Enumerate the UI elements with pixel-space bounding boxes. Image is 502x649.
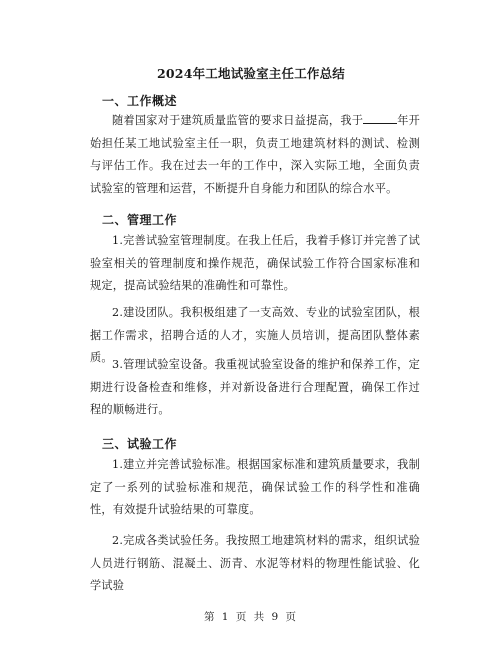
section-heading-testing: 三、试验工作	[102, 437, 178, 451]
paragraph-text-after-blank: 年开始担任某工地试验室主任一职，负责工地建筑材料的测试、检测与评估工作。我在过去一年的工作中，深入实际工地，全面负责试验室的管理和运营，不断提升自身能力和团队的综合水平。	[90, 114, 421, 195]
paragraph-overview	[90, 110, 420, 200]
paragraph-testing-2: 2.完成各类试验任务。我按照工地建筑材料的需求，组织试验人员进行钢筋、混凝土、沥青、水泥等材料的物理性能试验、化学试验	[90, 534, 420, 592]
paragraph-management-1: 1.完善试验室管理制度。在我上任后，我着手修订并完善了试验室相关的管理制度和操作规范，确保试验工作符合国家标准和规定，提高试验结果的准确性和可靠性。	[90, 234, 420, 292]
paragraph-testing-1: 1.建立并完善试验标准。根据国家标准和建筑质量要求，我制定了一系列的试验标准和规范，确保试验工作的科学性和准确性，有效提升试验结果的可靠度。	[90, 458, 420, 516]
document-title: 2024年工地试验室主任工作总结	[157, 66, 345, 81]
year-blank-field	[363, 112, 397, 124]
section-heading-overview: 一、工作概述	[102, 94, 178, 108]
paragraph-text-before-blank: 随着国家对于建筑质量监管的要求日益提高，我于	[112, 114, 364, 127]
page-number-footer: 第 1 页 共 9 页	[203, 611, 299, 623]
paragraph-management-3: 3.管理试验室设备。我重视试验室设备的维护和保养工作，定期进行设备检查和维修，并对新设备进行合理配置，确保工作过程的顺畅进行。	[90, 358, 420, 416]
section-heading-management: 二、管理工作	[102, 213, 178, 227]
paragraph-management-2: 2.建设团队。我积极组建了一支高效、专业的试验室团队，根据工作需求，招聘合适的人才，实施人员培训，提高团队整体素质。	[90, 306, 420, 364]
